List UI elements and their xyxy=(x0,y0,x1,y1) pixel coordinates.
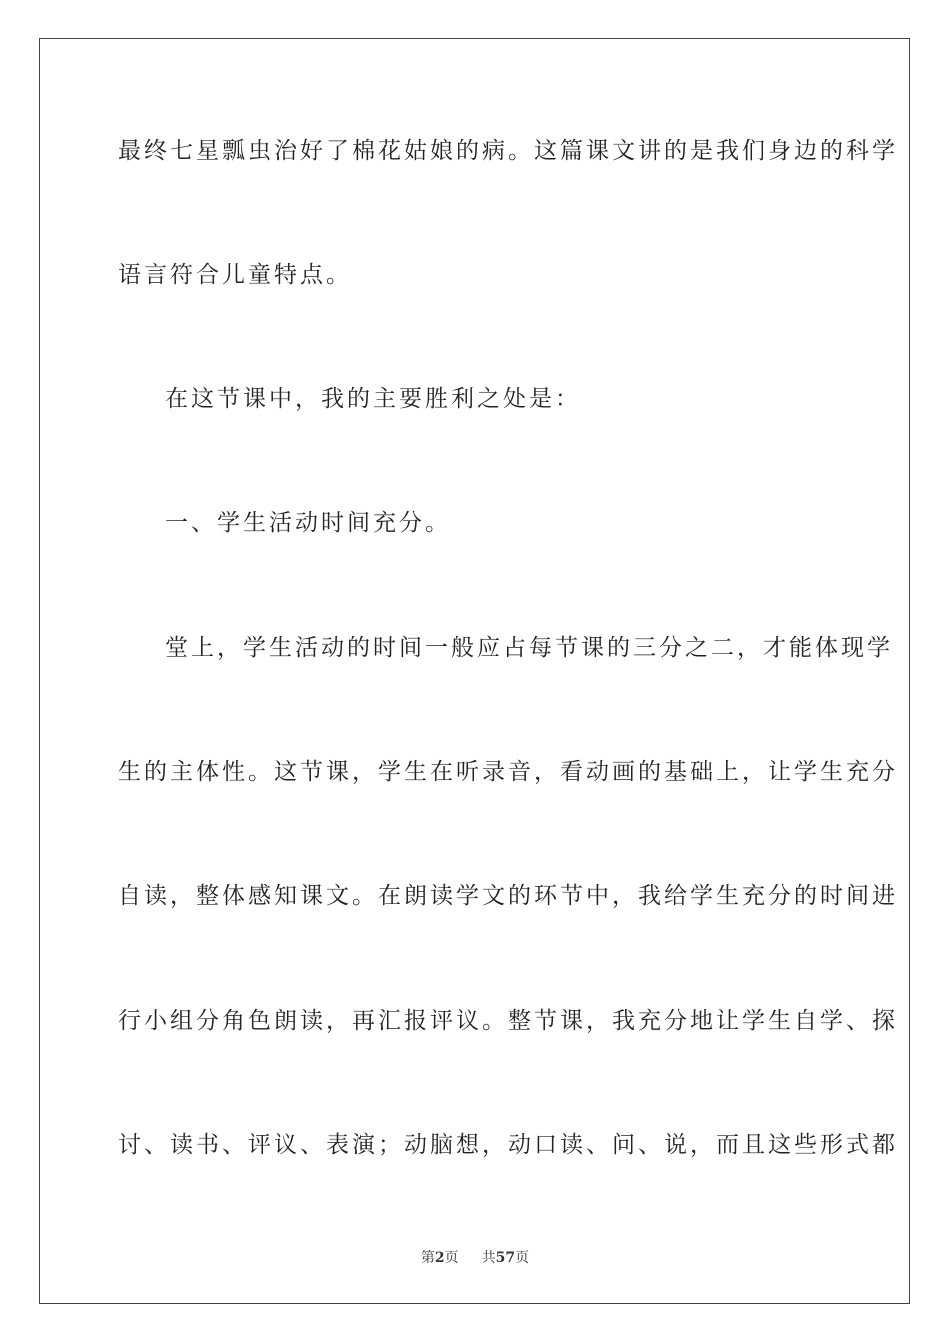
total-pages: 57 xyxy=(495,1250,516,1266)
body-text-line: 行小组分角色朗读，再汇报评议。整节课，我充分地让学生自学、探 xyxy=(118,1008,898,1034)
body-text-line: 语言符合儿童特点。 xyxy=(118,262,352,288)
body-text-line: 最终七星瓢虫治好了棉花姑娘的病。这篇课文讲的是我们身边的科学 xyxy=(118,138,898,164)
section-heading: 一、学生活动时间充分。 xyxy=(165,510,451,536)
total-pages-prefix: 共 xyxy=(481,1250,496,1266)
page-number-suffix: 页 xyxy=(444,1250,459,1266)
body-text-line: 讨、读书、评议、表演；动脑想，动口读、问、说，而且这些形式都 xyxy=(118,1132,898,1158)
page-frame xyxy=(39,38,910,1304)
body-text-line: 在这节课中，我的主要胜利之处是： xyxy=(165,386,581,412)
body-text-line: 自读，整体感知课文。在朗读学文的环节中，我给学生充分的时间进 xyxy=(118,883,898,909)
page-number: 2 xyxy=(434,1250,445,1266)
page-footer xyxy=(0,1247,950,1267)
body-text-line: 生的主体性。这节课，学生在听录音，看动画的基础上，让学生充分 xyxy=(118,759,898,785)
body-text-line: 堂上，学生活动的时间一般应占每节课的三分之二，才能体现学 xyxy=(165,635,893,661)
total-pages-suffix: 页 xyxy=(515,1250,530,1266)
page-number-prefix: 第 xyxy=(420,1250,435,1266)
